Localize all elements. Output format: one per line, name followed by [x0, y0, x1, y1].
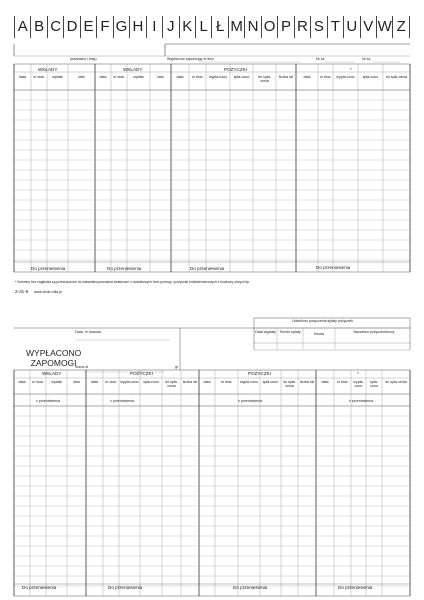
- asterisk-marker: *: [350, 67, 352, 72]
- field-nr-2: Nr ss: [362, 57, 371, 61]
- top-hdr-wplata-2: wpłata: [133, 75, 144, 79]
- index-letter-3: C: [47, 16, 63, 38]
- index-letter-5: E: [80, 16, 96, 38]
- bottom-hdr-wyplacono-3: wypła-cono: [353, 380, 364, 388]
- index-letter-6: F: [96, 16, 112, 38]
- asterisk-marker-bottom: *: [357, 371, 359, 376]
- top-hdr-wplata-1: wpłata: [52, 75, 63, 79]
- index-letter-7: G: [113, 16, 129, 38]
- index-letter-13: Ł: [211, 16, 227, 38]
- bottom-hdr-liczbarat-2: liczba rat: [299, 380, 315, 384]
- index-letter-14: M: [228, 16, 244, 38]
- bottom-carry-over-3: Do przeniesienia: [233, 585, 268, 590]
- repayment-caption: Udzielono poręczenia spłaty pożyczek: [292, 319, 353, 323]
- top-hdr-wyplacono-2: wypła-cono: [336, 75, 355, 79]
- top-hdr-dosplacenia: do spła-cenia: [258, 75, 271, 83]
- bottom-carry-over-4: Do przeniesienia: [338, 585, 373, 590]
- field-gr: gr: [175, 365, 179, 369]
- bottom-hdr-splacono-2: spła-cono: [262, 380, 279, 384]
- bottom-hdr-dosplacenia-1: do spła-cenia: [165, 380, 178, 388]
- group-wklady-1: WKŁADY: [38, 67, 58, 72]
- index-letter-2: B: [30, 16, 46, 38]
- name-caption: (nazwisko i imię): [70, 57, 97, 61]
- bottom-title: [26, 348, 81, 368]
- bottom-hdr-nrdow-2: nr dow.: [105, 380, 117, 384]
- index-letter-24: Z: [392, 16, 409, 38]
- top-hdr-nrdow-2: nr dow.: [113, 75, 125, 79]
- index-letter-10: J: [162, 16, 178, 38]
- index-letter-8: H: [129, 16, 145, 38]
- field-nr-1: Nr ss: [316, 57, 325, 61]
- index-letter-23: W: [376, 16, 392, 38]
- bottom-hdr-nrdow-3: nr dow.: [220, 380, 233, 384]
- title-line-1: WYPŁACONO: [26, 348, 82, 358]
- field-suma: Suma zł: [75, 365, 88, 369]
- bottom-hdr-splacono-1: spła-cono: [143, 380, 159, 384]
- bottom-hdr-dosplacenia-3: do spła-cenia: [385, 380, 407, 384]
- index-letter-22: V: [360, 16, 376, 38]
- bottom-hdr-splacono-3: spła-cono: [370, 380, 378, 388]
- top-hdr-wyplacono: wypła-cono: [208, 75, 228, 79]
- bottom-hdr-wyplacono-2: wypła-cono: [239, 380, 259, 384]
- index-letter-9: I: [146, 16, 162, 38]
- carry-in-1: z przeniesienia: [36, 399, 60, 403]
- repayment-termin: Termin spłaty: [279, 330, 301, 334]
- index-letter-1: A: [14, 16, 30, 38]
- carry-in-3: z przeniesienia: [238, 399, 262, 403]
- bottom-hdr-dosplacenia-2: do spła-cenia: [283, 380, 296, 388]
- field-data-dowodu: Data, nr dowodu: [75, 330, 102, 334]
- payout-caption: Wypłacono zapomogę w dniu: [167, 57, 214, 61]
- carry-over-2: Do przeniesienia: [107, 266, 142, 271]
- bottom-carry-over-1: Do przeniesienia: [22, 585, 57, 590]
- group-wklady-2: WKŁADY: [123, 67, 143, 72]
- carry-over-1: Do przeniesienia: [31, 266, 66, 271]
- index-letter-16: O: [261, 16, 277, 38]
- bottom-hdr-data-2: data: [91, 380, 98, 384]
- bottom-hdr-data-4: data: [321, 380, 329, 384]
- group-pozyczki: POŻYCZKI: [224, 67, 247, 72]
- top-hdr-dosplacenia-2: do spła-cenia: [385, 75, 408, 79]
- index-letter-15: N: [244, 16, 260, 38]
- index-letter-21: U: [343, 16, 359, 38]
- repayment-nazwisko: Nazwisko pożyczkobiorcy: [353, 330, 395, 334]
- top-hdr-data-3: data: [176, 75, 184, 79]
- top-hdr-nrdow-1: nr dow.: [33, 75, 45, 79]
- footnote: * Kolumny bez nagłówka są przeznaczone do zaewidencjonowania świadczeń z dodatkowych form pomocy i pożyczek krótkoterminowych z funduszy obcych itp.: [15, 280, 250, 284]
- carry-in-2: z przeniesienia: [110, 399, 134, 403]
- index-letter-19: S: [310, 16, 326, 38]
- bottom-hdr-stan-1: stan: [73, 380, 80, 384]
- index-letter-12: L: [195, 16, 211, 38]
- top-hdr-splacono-2: spła-cono: [362, 75, 379, 79]
- index-letter-20: T: [327, 16, 343, 38]
- index-letter-11: K: [179, 16, 195, 38]
- top-hdr-nrdow-3: nr dow.: [191, 75, 204, 79]
- bottom-hdr-wyplacono-1: wypła-cono: [120, 380, 139, 384]
- index-letter-4: D: [63, 16, 79, 38]
- group-pozyczki-bottom-2: POŻYCZKI: [248, 371, 271, 376]
- carry-over-4: Do przeniesienia: [316, 265, 351, 270]
- bottom-hdr-nrdow-1: nr dow.: [32, 380, 44, 384]
- bottom-carry-over-2: Do przeniesienia: [108, 585, 143, 590]
- bottom-hdr-nrdow-4: nr dow.: [336, 380, 349, 384]
- group-wklady-bottom: WKŁADY: [42, 371, 62, 376]
- bottom-hdr-data-3: data: [203, 380, 211, 384]
- bottom-hdr-liczbarat-1: liczba rat: [182, 380, 198, 384]
- top-hdr-stan-2: stan: [157, 75, 164, 79]
- form-code: 2-31-9: [15, 289, 29, 294]
- repayment-data-wyplaty: Data wypłaty: [255, 330, 276, 334]
- carry-over-3: Do przeniesienia: [190, 266, 225, 271]
- bottom-hdr-data-1: data: [18, 380, 26, 384]
- top-hdr-stan-1: stan: [78, 75, 85, 79]
- index-letter-18: R: [294, 16, 310, 38]
- top-hdr-data-2: data: [99, 75, 107, 79]
- bottom-hdr-wplata-1: wpłata: [51, 380, 62, 384]
- index-letter-17: P: [277, 16, 293, 38]
- website: www.druki-mila.pl: [34, 290, 62, 294]
- top-hdr-splacono: spła-cono: [233, 75, 250, 79]
- top-hdr-data-4: data: [303, 75, 311, 79]
- carry-in-4: z przeniesienia: [349, 399, 373, 403]
- top-hdr-data-1: data: [19, 75, 26, 79]
- repayment-kwota: Kwota: [314, 332, 324, 336]
- top-hdr-liczbarat: liczba rat: [278, 75, 294, 79]
- title-line-2: ZAPOMOGI: [30, 358, 77, 368]
- group-pozyczki-bottom-1: POŻYCZKI: [130, 371, 153, 376]
- top-hdr-nrdow-4: nr dow.: [319, 75, 332, 79]
